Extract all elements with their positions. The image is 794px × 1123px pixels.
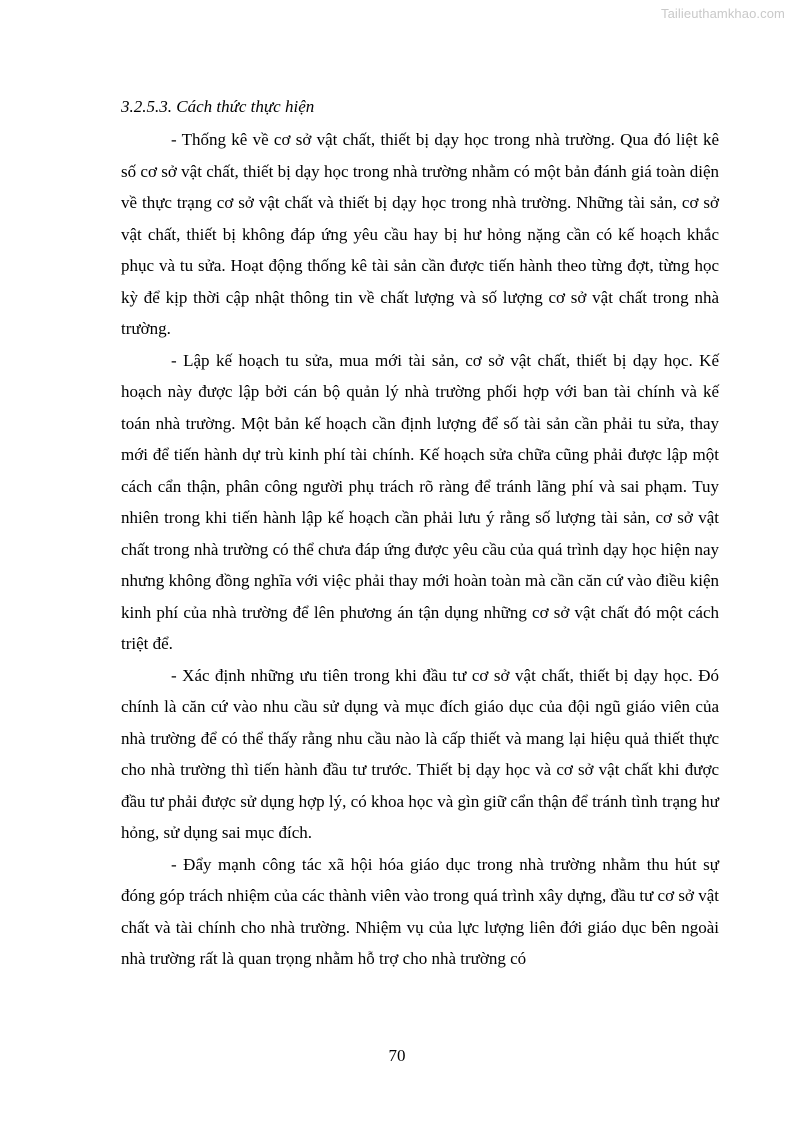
paragraph-inventory: - Thống kê về cơ sở vật chất, thiết bị dạy học trong nhà trường. Qua đó liệt kê số cơ sở vật chất, thiết bị dạy học trong nhà trường nhằm có một bản đánh giá toàn diện về thực trạng cơ sở vật chất và thiết bị dạy học trong nhà trường. Những tài sản, cơ sở vật chất, thiết bị không đáp ứng yêu cầu hay bị hư hỏng nặng cần có kế hoạch khắc phục và tu sửa. Hoạt động thống kê tài sản cần được tiến hành theo từng đợt, từng học kỳ để kịp thời cập nhật thông tin về chất lượng và số lượng cơ sở vật chất trong nhà trường. [121, 130, 719, 338]
paragraph-socialization: - Đẩy mạnh công tác xã hội hóa giáo dục trong nhà trường nhằm thu hút sự đóng góp trách nhiệm của các thành viên vào trong quá trình xây dựng, đầu tư cơ sở vật chất và tài chính cho nhà trường. Nhiệm vụ của lực lượng liên đới giáo dục bên ngoài nhà trường rất là quan trọng nhằm hỗ trợ cho nhà trường có [121, 854, 719, 968]
document-body [121, 95, 719, 975]
paragraph-investment-priorities: - Xác định những ưu tiên trong khi đầu tư cơ sở vật chất, thiết bị dạy học. Đó chính là căn cứ vào nhu cầu sử dụng và mục đích giáo dục của đội ngũ giáo viên của nhà trường để có thể thấy rằng nhu cầu nào là cấp thiết và mang lại hiệu quả thiết thực cho nhà trường thì tiến hành đầu tư trước. Thiết bị dạy học và cơ sở vật chất khi được đầu tư phải được sử dụng hợp lý, có khoa học và gìn giữ cẩn thận để tránh tình trạng hư hỏng, sử dụng sai mục đích. [121, 665, 719, 842]
paragraph-repair-plan: - Lập kế hoạch tu sửa, mua mới tài sản, cơ sở vật chất, thiết bị dạy học. Kế hoạch này được lập bởi cán bộ quản lý nhà trường phối hợp với ban tài chính và kế toán nhà trường. Một bản kế hoạch cần định lượng để số tài sản cần phải tu sửa, thay mới để tiến hành dự trù kinh phí tài chính. Kế hoạch sửa chữa cũng phải được lập một cách cẩn thận, phân công người phụ trách rõ ràng để tránh lãng phí và sai phạm. Tuy nhiên trong khi tiến hành lập kế hoạch cần phải lưu ý rằng số lượng tài sản, cơ sở vật chất trong nhà trường có thể chưa đáp ứng được yêu cầu của quá trình dạy học hiện nay nhưng không đồng nghĩa với việc phải thay mới hoàn toàn mà cần căn cứ vào điều kiện kinh phí của nhà trường để lên phương án tận dụng những cơ sở vật chất đó một cách triệt để. [121, 350, 719, 653]
page-number: 70 [388, 1046, 406, 1065]
section-heading: 3.2.5.3. Cách thức thực hiện [121, 97, 315, 116]
watermark-text: Tailieuthamkhao.com [660, 6, 785, 21]
